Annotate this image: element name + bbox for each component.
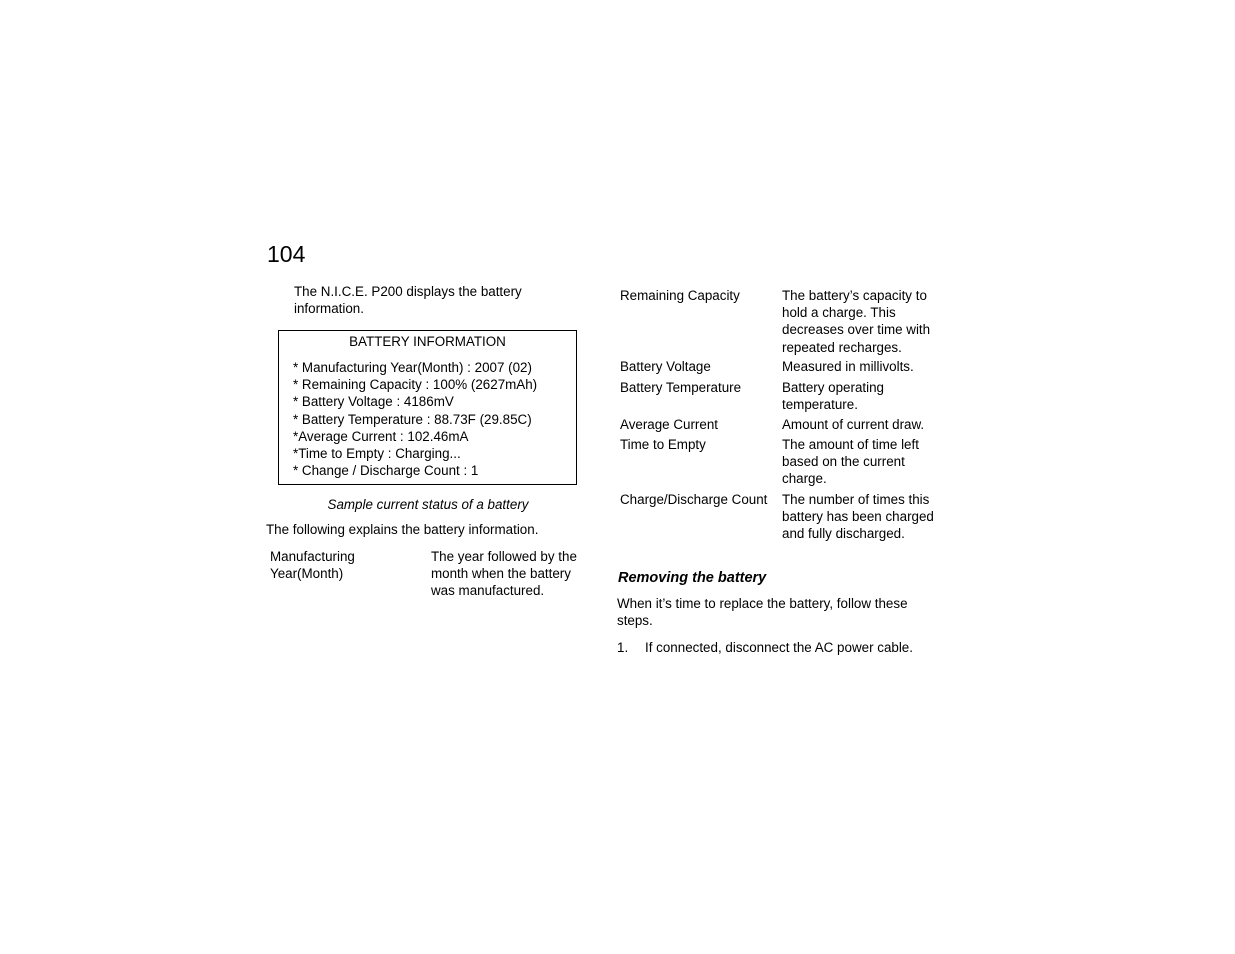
battery-info-line: *Time to Empty : Charging... (293, 446, 461, 462)
section-heading-removing: Removing the battery (618, 570, 767, 586)
battery-info-line: * Battery Temperature : 88.73F (29.85C) (293, 411, 532, 427)
definition-term: Manufacturing Year(Month) (270, 549, 355, 582)
explains-text: The following explains the battery information. (266, 522, 539, 537)
battery-info-line: * Remaining Capacity : 100% (2627mAh) (293, 377, 538, 393)
battery-info-line: * Manufacturing Year(Month) : 2007 (02) (293, 360, 532, 375)
steps-intro-text: When it’s time to replace the battery, follow these steps. (617, 596, 908, 629)
step-text: If connected, disconnect the AC power cable. (645, 640, 913, 655)
step-number: 1. (617, 640, 629, 655)
battery-info-line: *Average Current : 102.46mA (293, 428, 469, 444)
battery-info-lines (293, 359, 537, 479)
page-number: 104 (267, 241, 306, 267)
battery-info-line: * Battery Voltage : 4186mV (293, 394, 454, 410)
battery-info-box (278, 330, 577, 485)
definition-term: Remaining Capacity (620, 288, 740, 303)
definition-term: Battery Voltage (620, 359, 711, 374)
intro-text: The N.I.C.E. P200 displays the battery information. (294, 284, 522, 317)
definition-term: Average Current (620, 417, 719, 432)
definition-text: The battery’s capacity to hold a charge. This decreases over time with repeated recharges. (782, 288, 931, 355)
definition-text: The amount of time left based on the current charge. (782, 437, 919, 487)
definition-text: The year followed by the month when the battery was manufactured. (431, 549, 577, 599)
definition-text: Amount of current draw. (782, 417, 925, 432)
definition-term: Battery Temperature (620, 380, 742, 395)
definition-term: Charge/Discharge Count (620, 492, 768, 507)
definition-text: Measured in millivolts. (782, 359, 914, 374)
definition-term: Time to Empty (620, 437, 706, 452)
definition-text: Battery operating temperature. (782, 380, 884, 413)
definition-text: The number of times this battery has been charged and fully discharged. (782, 492, 934, 542)
figure-caption: Sample current status of a battery (327, 497, 529, 512)
battery-info-line: * Change / Discharge Count : 1 (293, 463, 479, 479)
battery-info-title: BATTERY INFORMATION (349, 334, 506, 349)
